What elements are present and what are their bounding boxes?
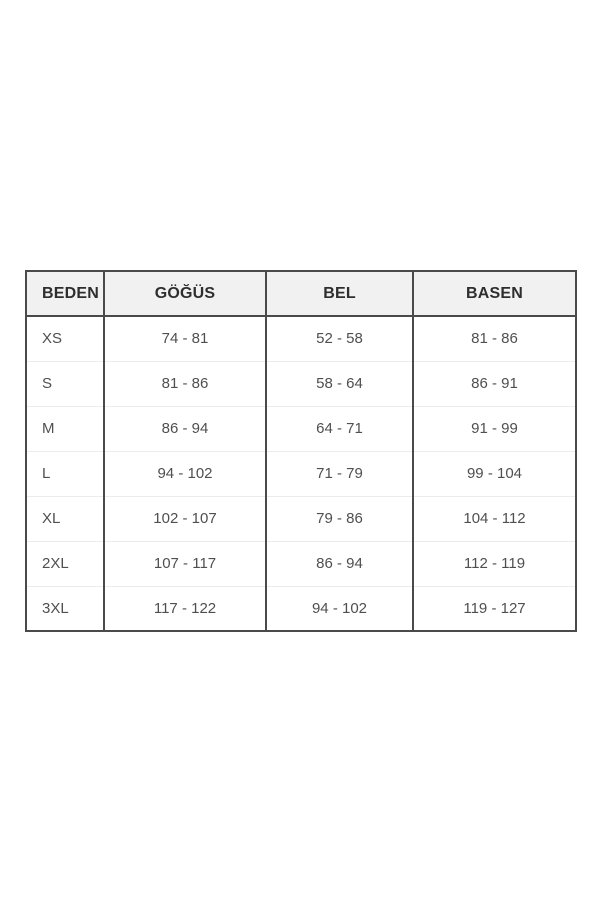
column-header-basen: BASEN — [413, 271, 576, 316]
size-cell: L — [26, 451, 104, 496]
column-header-gogus: GÖĞÜS — [104, 271, 266, 316]
chest-cell: 81 - 86 — [104, 361, 266, 406]
table-row — [26, 586, 576, 631]
hips-cell: 81 - 86 — [413, 316, 576, 361]
chest-cell: 86 - 94 — [104, 406, 266, 451]
waist-cell: 71 - 79 — [266, 451, 413, 496]
table-row — [26, 406, 576, 451]
size-chart-header — [26, 271, 576, 316]
chest-cell: 107 - 117 — [104, 541, 266, 586]
size-chart — [25, 270, 575, 632]
size-cell: XL — [26, 496, 104, 541]
waist-cell: 94 - 102 — [266, 586, 413, 631]
hips-cell: 119 - 127 — [413, 586, 576, 631]
hips-cell: 86 - 91 — [413, 361, 576, 406]
table-row — [26, 541, 576, 586]
table-row — [26, 361, 576, 406]
chest-cell: 74 - 81 — [104, 316, 266, 361]
hips-cell: 91 - 99 — [413, 406, 576, 451]
waist-cell: 58 - 64 — [266, 361, 413, 406]
table-row — [26, 496, 576, 541]
chest-cell: 94 - 102 — [104, 451, 266, 496]
waist-cell: 79 - 86 — [266, 496, 413, 541]
table-row — [26, 316, 576, 361]
waist-cell: 52 - 58 — [266, 316, 413, 361]
size-cell: 2XL — [26, 541, 104, 586]
column-header-beden: BEDEN — [26, 271, 104, 316]
size-cell: XS — [26, 316, 104, 361]
column-header-bel: BEL — [266, 271, 413, 316]
hips-cell: 104 - 112 — [413, 496, 576, 541]
size-cell: M — [26, 406, 104, 451]
waist-cell: 64 - 71 — [266, 406, 413, 451]
table-row — [26, 451, 576, 496]
size-cell: S — [26, 361, 104, 406]
size-chart-table — [25, 270, 577, 632]
hips-cell: 99 - 104 — [413, 451, 576, 496]
hips-cell: 112 - 119 — [413, 541, 576, 586]
size-chart-body — [26, 316, 576, 631]
waist-cell: 86 - 94 — [266, 541, 413, 586]
chest-cell: 102 - 107 — [104, 496, 266, 541]
chest-cell: 117 - 122 — [104, 586, 266, 631]
size-cell: 3XL — [26, 586, 104, 631]
header-row — [26, 271, 576, 316]
